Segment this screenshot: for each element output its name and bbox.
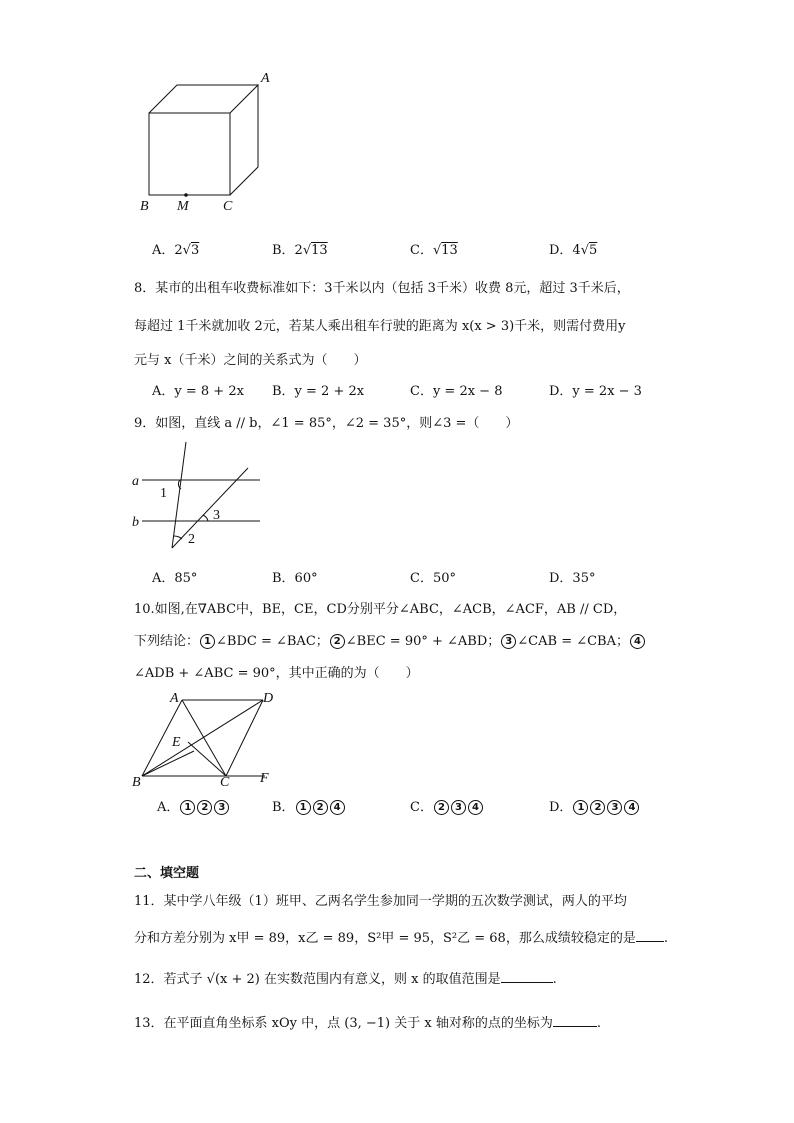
label-c: C <box>220 775 230 788</box>
q8-option-d: D．y = 2x − 3 <box>549 384 642 399</box>
cube-front-face <box>149 113 230 195</box>
q10-line-3: ∠ADB + ∠ABC = 90°，其中正确的为（ ） <box>134 666 419 681</box>
q7-option-a: A．2√3 <box>152 243 200 258</box>
q8-line-1: 8．某市的出租车收费标准如下：3千米以内（包括 3千米）收费 8元，超过 3千米后， <box>134 281 630 296</box>
q11-answer-blank <box>636 929 664 942</box>
section-title: 二、填空题 <box>134 866 200 881</box>
seg-ac <box>182 700 226 776</box>
q7-option-b: B．2√13 <box>272 243 328 258</box>
q12-text: 12．若式子 √(x + 2) 在实数范围内有意义，则 x 的取值范围是 <box>134 972 501 987</box>
label-f: F <box>260 771 269 786</box>
triangle-figure <box>130 688 280 788</box>
point-m <box>184 193 188 197</box>
q13-end: . <box>596 1016 601 1031</box>
q8-option-a: A．y = 8 + 2x <box>152 384 244 399</box>
cube-figure <box>135 66 285 216</box>
q12-answer-blank <box>501 970 553 983</box>
q9-option-b: B．60° <box>272 571 318 586</box>
q11-line-1: 11．某中学八年级（1）班甲、乙两名学生参加同一学期的五次数学测试，两人的平均 <box>134 894 627 909</box>
angle-2-arc <box>174 536 182 539</box>
q10-option-c: C． 2 3 4 <box>410 796 484 815</box>
label-c: C <box>223 199 233 214</box>
label-b: B <box>132 775 141 788</box>
q10-line-2 <box>134 630 646 649</box>
q8-line-3: 元与 x（千米）之间的关系式为（ ） <box>134 353 367 368</box>
label-b-line: b <box>132 515 139 530</box>
seg-ce <box>188 742 226 776</box>
label-a-line: a <box>132 474 139 489</box>
transversal-1 <box>172 442 186 548</box>
q11-line-2 <box>134 927 668 946</box>
q8-option-b: B．y = 2 + 2x <box>272 384 365 399</box>
circled-2: 2 <box>330 634 345 649</box>
parallel-lines-figure <box>130 440 270 555</box>
q8-line-2: 每超过 1千米就加收 2元，若某人乘出租车行驶的距离为 x(x > 3)千米，则需付费用y <box>134 319 626 334</box>
q12-end: . <box>552 972 557 987</box>
cube-top-face <box>149 85 258 113</box>
q13-line <box>134 1012 601 1031</box>
circled-1: 1 <box>200 634 215 649</box>
label-angle-3: 3 <box>213 508 220 523</box>
label-b: B <box>140 199 149 214</box>
q10-conclusion-3: ∠CAB = ∠CBA； <box>517 634 630 649</box>
q13-text: 13．在平面直角坐标系 xOy 中，点 (3, −1) 关于 x 轴对称的点的坐标为 <box>134 1016 553 1031</box>
q10-conclusions-prefix: 下列结论： <box>134 634 200 649</box>
q12-line <box>134 968 557 987</box>
label-d: D <box>263 691 274 706</box>
q10-option-d: D． 1 2 3 4 <box>549 796 640 815</box>
label-angle-1: 1 <box>160 486 167 501</box>
seg-be <box>142 751 194 776</box>
q10-conclusion-2: ∠BEC = 90° + ∠ABD； <box>345 634 501 649</box>
label-angle-2: 2 <box>188 532 195 547</box>
q13-answer-blank <box>553 1014 597 1027</box>
circled-4: 4 <box>630 634 645 649</box>
circled-3: 3 <box>501 634 516 649</box>
angle-3-arc <box>203 515 208 521</box>
q9-option-c: C．50° <box>410 571 456 586</box>
q7-option-d: D．4√5 <box>549 243 598 258</box>
q10-line-1: 10.如图,在∇ABC中，BE，CE，CD分别平分∠ABC，∠ACB，∠ACF，AB // CD， <box>134 602 627 617</box>
q9-stem: 9．如图，直线 a // b，∠1 = 85°，∠2 = 35°，则∠3 =（ ） <box>134 416 519 431</box>
q8-option-c: C．y = 2x − 8 <box>410 384 503 399</box>
q9-option-a: A．85° <box>152 571 198 586</box>
q9-option-d: D．35° <box>549 571 596 586</box>
label-e: E <box>172 735 181 750</box>
q10-option-b: B． 1 2 4 <box>272 796 346 815</box>
q10-conclusion-1: ∠BDC = ∠BAC； <box>216 634 329 649</box>
label-a: A <box>170 691 179 706</box>
label-m: M <box>177 199 189 214</box>
label-a: A <box>261 71 270 86</box>
q10-option-a: A． 1 2 3 <box>157 796 230 815</box>
cube-side-face <box>230 85 258 195</box>
q11-line-2-text: 分和方差分别为 x甲 = 89，x乙 = 89，S²甲 = 95，S²乙 = 68，那么成绩较稳定的是 <box>134 931 636 946</box>
q7-option-c: C．√13 <box>410 243 458 258</box>
q11-end: . <box>663 931 668 946</box>
